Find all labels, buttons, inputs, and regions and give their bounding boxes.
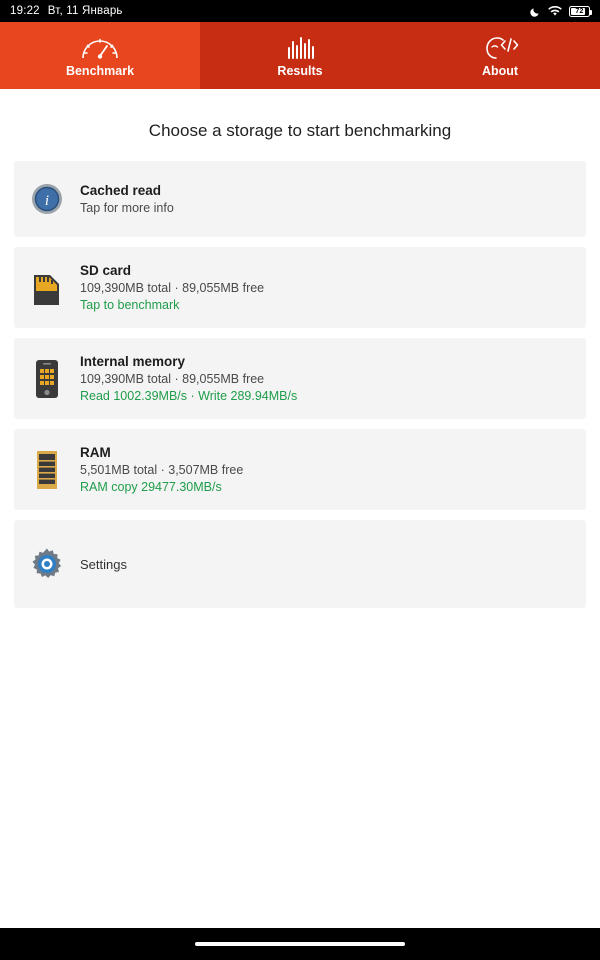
card-cached-read[interactable] (14, 161, 586, 237)
battery-icon (569, 6, 590, 17)
tab-about[interactable] (400, 22, 600, 89)
card-subtitle: 109,390MB total · 89,055MB free (80, 372, 265, 386)
card-internal-memory[interactable] (14, 338, 586, 419)
card-subtitle: Tap for more info (80, 201, 174, 215)
bar-chart-icon (280, 34, 320, 60)
gear-icon (28, 542, 66, 586)
card-ram-text (80, 445, 243, 494)
card-sd-card-text (80, 263, 264, 312)
system-nav-bar (0, 928, 600, 960)
card-action-text: Tap to benchmark (80, 298, 180, 312)
head-code-icon (478, 34, 522, 60)
card-title: Cached read (80, 183, 162, 198)
card-title: Internal memory (80, 354, 186, 369)
tab-bar (0, 22, 600, 89)
tab-benchmark[interactable] (0, 22, 200, 89)
main-content (0, 89, 600, 608)
status-bar (0, 0, 600, 22)
card-result-text: RAM copy 29477.30MB/s (80, 480, 222, 494)
info-circle-icon (28, 177, 66, 221)
card-sd-card[interactable] (14, 247, 586, 328)
card-settings-text (80, 557, 127, 572)
svg-text:i: i (44, 193, 50, 209)
card-settings[interactable] (14, 520, 586, 608)
card-internal-memory-text (80, 354, 297, 403)
sd-card-icon (28, 266, 66, 310)
card-cached-read-text (80, 183, 174, 215)
tab-benchmark-label: Benchmark (65, 63, 135, 78)
tab-about-label: About (481, 63, 519, 78)
card-ram[interactable] (14, 429, 586, 510)
speedometer-icon (79, 34, 121, 60)
battery-level-label: 72 (575, 7, 584, 15)
crescent-moon-icon (530, 6, 541, 17)
card-title: RAM (80, 445, 111, 460)
card-subtitle: 5,501MB total · 3,507MB free (80, 463, 244, 477)
status-time: 19:22 (10, 5, 40, 17)
card-subtitle: 109,390MB total · 89,055MB free (80, 281, 265, 295)
card-title: SD card (80, 263, 132, 278)
wifi-icon (548, 6, 562, 17)
phone-icon (28, 357, 66, 401)
tab-results-label: Results (277, 63, 323, 78)
status-bar-left (10, 5, 123, 17)
card-result-text: Read 1002.39MB/s · Write 289.94MB/s (80, 389, 298, 403)
ram-stick-icon (28, 448, 66, 492)
settings-label: Settings (80, 556, 127, 572)
page-title: Choose a storage to start benchmarking (148, 121, 452, 140)
home-gesture-pill[interactable] (195, 942, 405, 946)
status-date: Вт, 11 Январь (47, 5, 123, 17)
tab-results[interactable] (200, 22, 400, 89)
status-bar-right (530, 6, 590, 17)
